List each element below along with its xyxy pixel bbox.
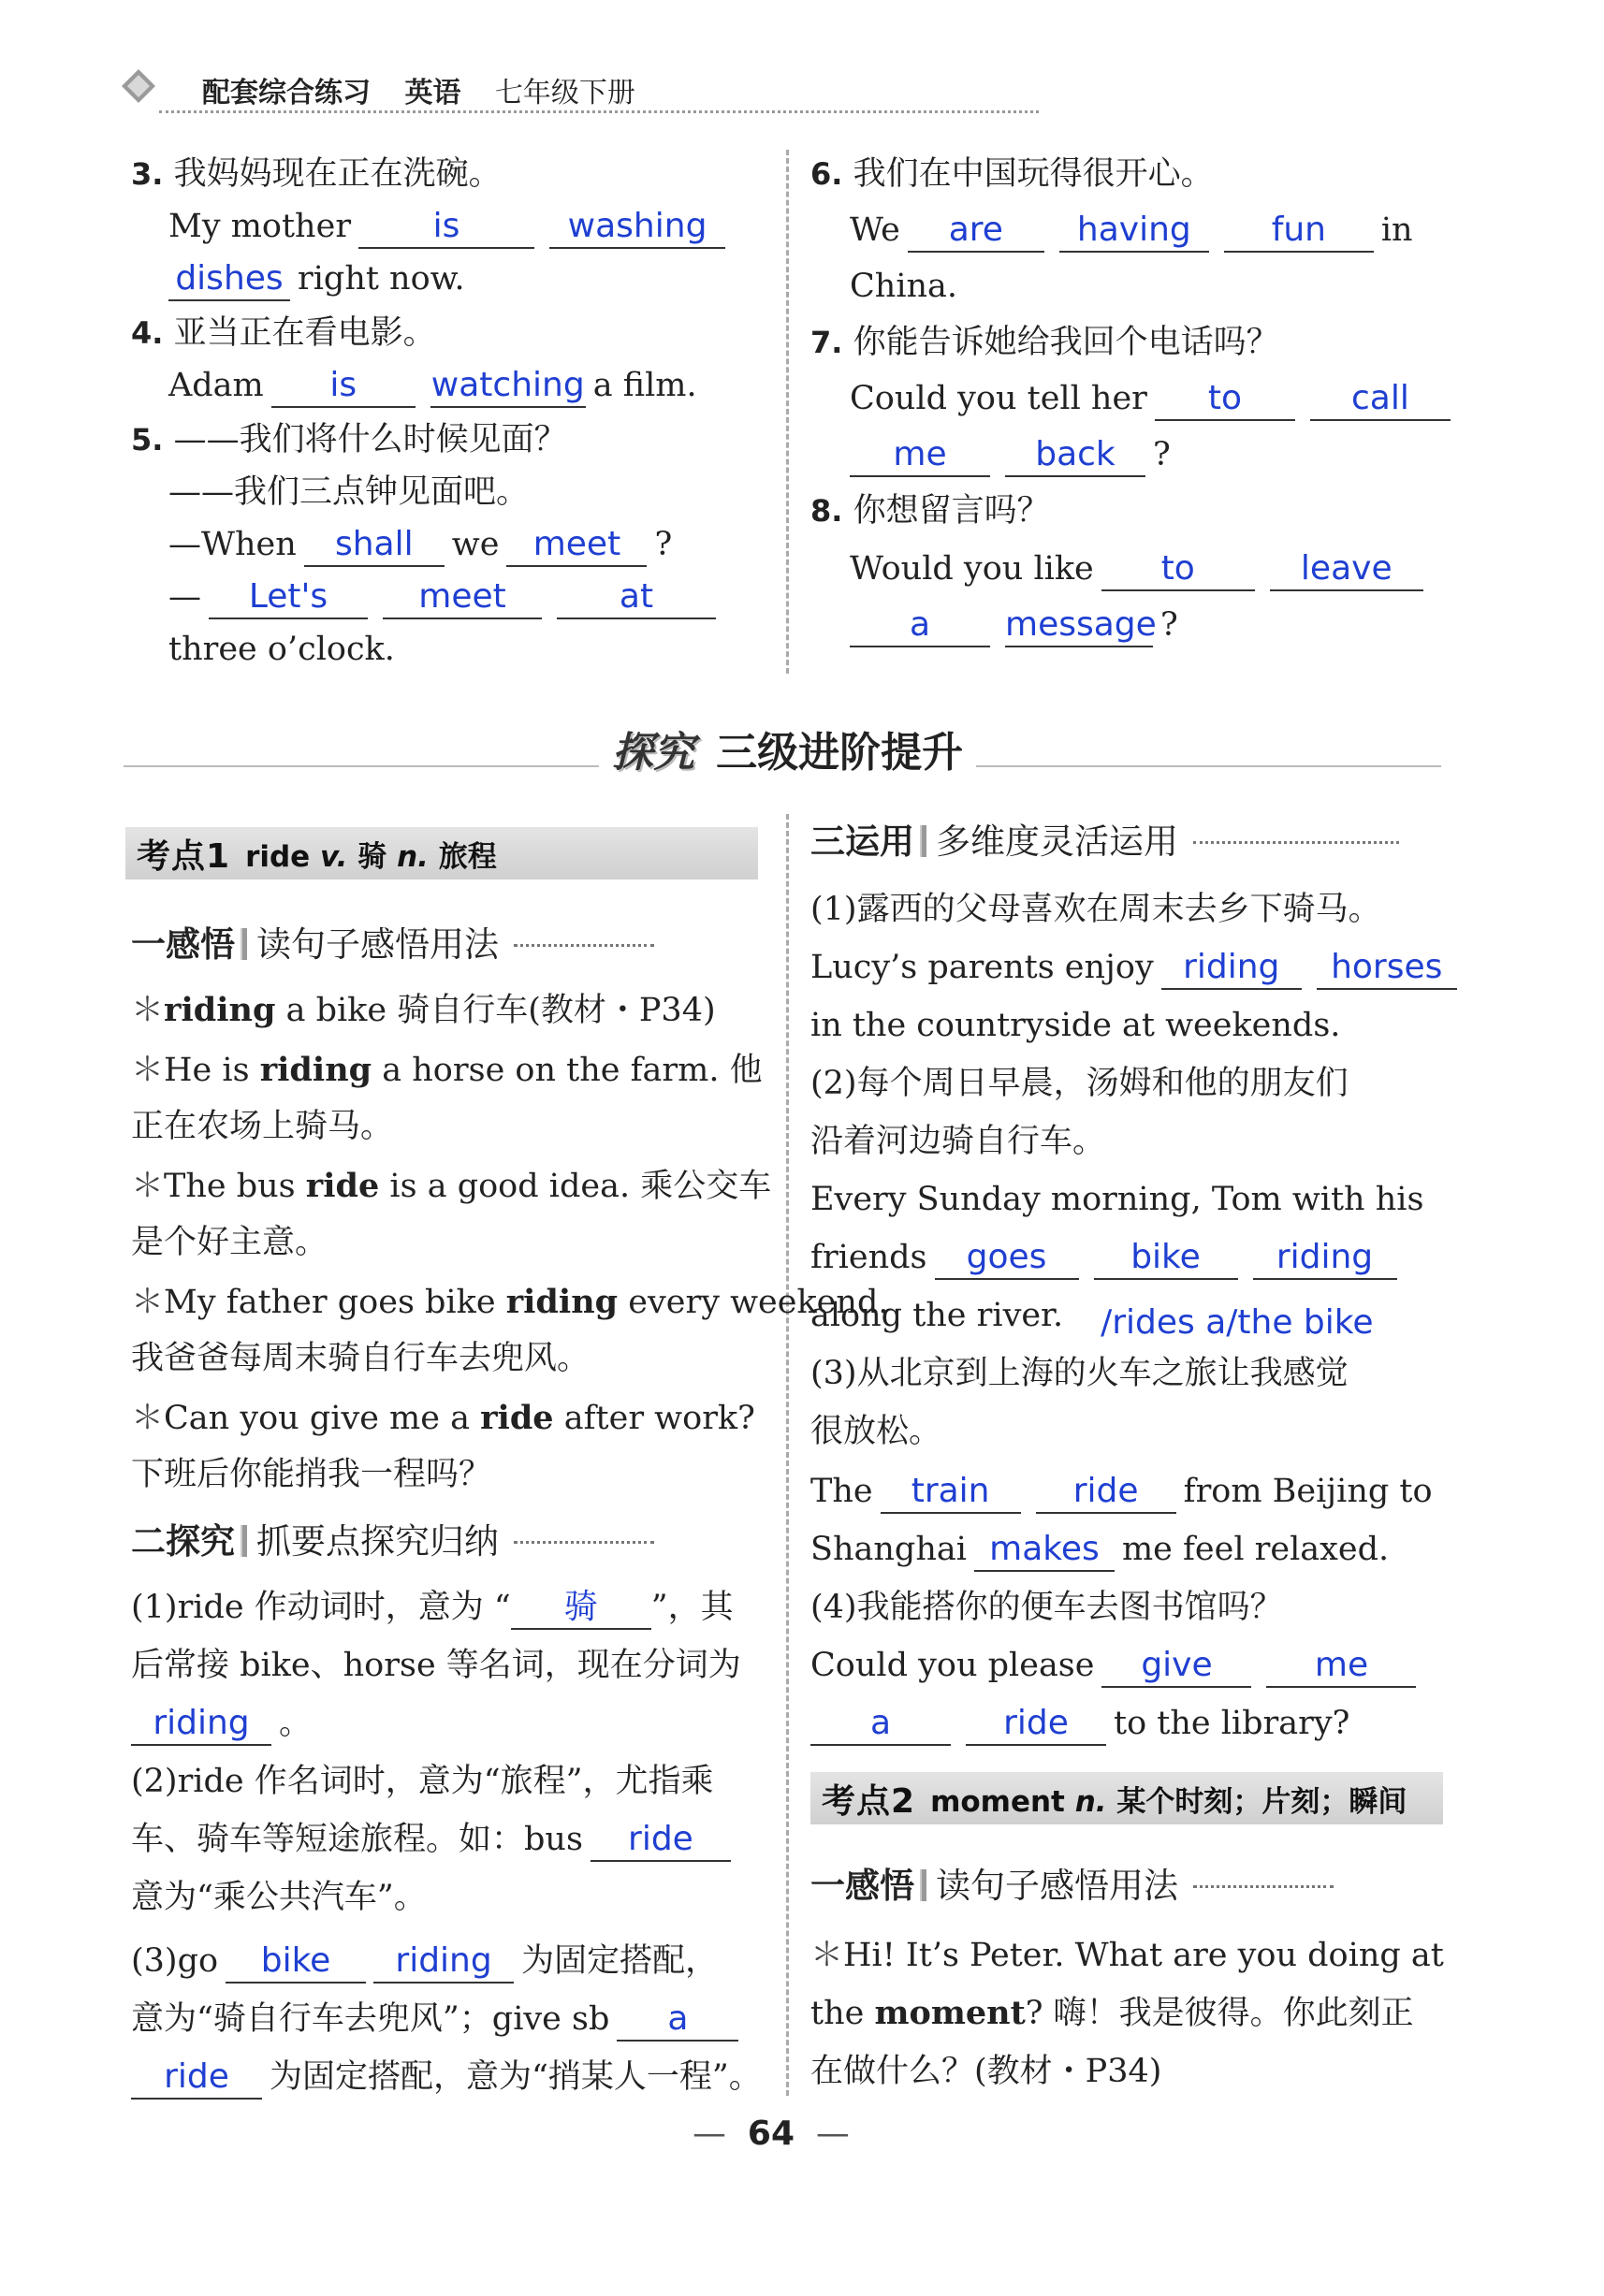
yy-s2-en: Every Sunday morning, Tom with his	[810, 1181, 1424, 1218]
yy-s2-en-cont2: along the river. /rides a/the bike	[810, 1297, 1374, 1342]
yy-s3-blank-3[interactable]: makes	[974, 1529, 1115, 1572]
kd1-point-2-cont2: 意为“乘公共汽车”。	[131, 1879, 427, 1916]
kd1-example-4-cont: 我爸爸每周末骑自行车去兜风。	[131, 1340, 591, 1377]
yy-s2-cn: (2)每个周日早晨，汤姆和他的朋友们	[810, 1065, 1349, 1102]
kd1-point-1-cont: 后常接 bike、horse 等名词，现在分词为	[131, 1647, 741, 1684]
kaodian-1-desc: ride v. 骑 n. 旅程	[245, 839, 497, 874]
kd1-example-5: ＊Can you give me a ride after work?	[131, 1399, 755, 1437]
yy-s4-blank-1[interactable]: give	[1101, 1645, 1251, 1688]
header-grade: 七年级下册	[494, 77, 635, 109]
q8-blank-2[interactable]: leave	[1270, 548, 1423, 591]
column-divider-lower	[786, 814, 789, 2096]
yy-s1-en: Lucy’s parents enjoy riding horses	[810, 945, 1465, 990]
kd1-p3-blank-2[interactable]: riding	[373, 1940, 514, 1984]
kd1-example-1: ＊riding a bike 骑自行车(教材・P34)	[131, 991, 716, 1029]
kd1-p3-blank-4[interactable]: ride	[131, 2056, 262, 2100]
kd1-ganwu-heading: 一感悟 读句子感悟用法	[131, 923, 654, 968]
kd1-point-1-cont2: riding 。	[131, 1701, 312, 1746]
kd2-example-1-cont: the moment? 嗨！我是彼得。你此刻正	[810, 1994, 1414, 2032]
yy-s1-en-cont: in the countryside at weekends.	[810, 1007, 1341, 1044]
section-title-main: 三级进阶提升	[716, 729, 964, 777]
kd1-example-2: ＊He is riding a horse on the farm. 他	[131, 1051, 763, 1089]
q3-blank-3[interactable]: dishes	[168, 258, 290, 301]
yy-s3-cn: (3)从北京到上海的火车之旅让我感觉	[810, 1355, 1349, 1392]
kd1-p1-blank-2[interactable]: riding	[131, 1703, 271, 1746]
q6-prompt: 6. 我们在中国玩得很开心。	[810, 155, 1214, 193]
kd1-example-3: ＊The bus ride is a good idea. 乘公交车	[131, 1167, 772, 1205]
yunyong-heading: 三运用 多维度灵活运用	[810, 820, 1399, 865]
header-diamond-icon	[120, 67, 157, 105]
q7-sentence-cont: me back ?	[850, 432, 1171, 477]
kd1-point-3-cont: 意为“骑自行车去兜风”；give sb a	[131, 1997, 746, 2042]
yy-s2-alt-answer: /rides a/the bike	[1101, 1303, 1374, 1342]
q8-prompt: 8. 你想留言吗？	[810, 492, 1050, 530]
yy-s3-blank-1[interactable]: train	[881, 1471, 1021, 1514]
q5-prompt: 5. ——我们将什么时候见面？	[131, 421, 567, 458]
q6-blank-3[interactable]: fun	[1224, 210, 1374, 253]
kd2-example-1-cont2: 在做什么？(教材・P34)	[810, 2053, 1162, 2090]
q7-sentence: Could you tell her to call	[850, 376, 1458, 421]
q8-sentence: Would you like to leave	[850, 546, 1431, 591]
yy-s3-en-cont: Shanghai makes me feel relaxed.	[810, 1527, 1389, 1572]
yy-s2-cn-cont: 沿着河边骑自行车。	[810, 1123, 1106, 1160]
kd2-ganwu-heading: 一感悟 读句子感悟用法	[810, 1864, 1334, 1910]
q5-blank-3[interactable]: Let's	[209, 576, 368, 619]
yy-s2-blank-2[interactable]: bike	[1094, 1237, 1238, 1280]
yy-s2-blank-1[interactable]: goes	[935, 1237, 1079, 1280]
kaodian-1-tag: 考点1	[137, 836, 231, 876]
q8-blank-1[interactable]: to	[1101, 548, 1255, 591]
kaodian-1-banner	[125, 827, 758, 879]
kd1-point-3: (3)go bike riding 为固定搭配，	[131, 1939, 718, 1984]
kd2-example-1: ＊Hi! It’s Peter. What are you doing at	[810, 1937, 1444, 1974]
kd1-example-3-cont: 是个好主意。	[131, 1224, 328, 1261]
q8-sentence-cont: a message ?	[850, 603, 1178, 647]
q7-blank-2[interactable]: call	[1310, 378, 1451, 421]
header-subject: 英语	[404, 77, 461, 109]
yy-s4-en: Could you please give me	[810, 1643, 1423, 1688]
q3-blank-1[interactable]: is	[358, 206, 534, 249]
q3-prompt: 3. 我妈妈现在正在洗碗。	[131, 155, 502, 193]
q7-blank-3[interactable]: me	[850, 434, 990, 477]
q3-blank-2[interactable]: washing	[549, 206, 725, 249]
yy-s1-cn: (1)露西的父母喜欢在周末去乡下骑马。	[810, 891, 1381, 928]
q8-blank-3[interactable]: a	[850, 604, 990, 647]
q6-sentence: We are having fun in	[850, 208, 1413, 253]
q4-sentence: Adam is watching a film.	[168, 363, 697, 408]
q4-blank-1[interactable]: is	[271, 365, 416, 408]
yy-s2-en-cont: friends goes bike riding	[810, 1235, 1405, 1280]
q5-sentence-1: —When shall we meet ?	[168, 522, 672, 567]
kd1-p3-blank-3[interactable]: a	[617, 1998, 738, 2042]
yy-s3-cn-cont: 很放松。	[810, 1413, 942, 1450]
section-title-tanjiu: 探究	[612, 729, 694, 777]
kd1-point-1: (1)ride 作动词时，意为 “ 骑 ”，其	[131, 1585, 734, 1630]
q8-blank-4[interactable]: message	[1005, 604, 1153, 647]
kd1-p2-blank-1[interactable]: ride	[591, 1819, 731, 1862]
yy-s4-en-cont: a ride to the library?	[810, 1701, 1349, 1746]
kaodian-2-tag: 考点2	[822, 1781, 916, 1821]
q5-blank-5[interactable]: at	[557, 576, 716, 619]
q5-prompt-2: ——我们三点钟见面吧。	[168, 473, 530, 511]
q3-sentence: My mother is washing	[168, 204, 733, 249]
kd1-example-4: ＊My father goes bike riding every weekend.	[131, 1283, 889, 1321]
q4-prompt: 4. 亚当正在看电影。	[131, 314, 436, 352]
q5-sentence-3: three o’clock.	[168, 631, 395, 668]
q6-blank-2[interactable]: having	[1059, 210, 1209, 253]
yy-s4-blank-3[interactable]: a	[810, 1703, 951, 1746]
q5-blank-4[interactable]: meet	[383, 576, 542, 619]
yy-s1-blank-2[interactable]: horses	[1317, 947, 1457, 990]
q7-blank-1[interactable]: to	[1155, 378, 1295, 421]
kd1-point-2-cont: 车、骑车等短途旅程。如：bus ride	[131, 1817, 738, 1862]
q7-prompt: 7. 你能告诉她给我回个电话吗？	[810, 324, 1279, 361]
kaodian-2-desc: moment n. 某个时刻；片刻；瞬间	[930, 1784, 1407, 1819]
q5-sentence-2: — Let's meet at	[168, 574, 723, 619]
yy-s4-blank-2[interactable]: me	[1266, 1645, 1416, 1688]
kd1-tanjiu-heading: 二探究 抓要点探究归纳	[131, 1519, 654, 1565]
yy-s4-cn: (4)我能搭你的便车去图书馆吗？	[810, 1589, 1283, 1626]
header	[202, 69, 635, 110]
column-divider	[786, 150, 789, 674]
kd1-point-3-cont2: ride 为固定搭配，意为“捎某人一程”。	[131, 2055, 762, 2100]
kd1-p3-blank-1[interactable]: bike	[226, 1940, 366, 1984]
yy-s4-blank-4[interactable]: ride	[966, 1703, 1106, 1746]
header-rule	[159, 110, 1039, 113]
kd1-example-5-cont: 下班后你能捎我一程吗？	[131, 1456, 492, 1493]
yy-s3-en: The train ride from Beijing to	[810, 1469, 1433, 1514]
kd1-point-2: (2)ride 作名词时，意为“旅程”，尤指乘	[131, 1763, 714, 1800]
q4-blank-2[interactable]: watching	[430, 365, 586, 408]
kd1-example-2-cont: 正在农场上骑马。	[131, 1108, 394, 1145]
q6-blank-1[interactable]: are	[908, 210, 1044, 253]
q5-blank-1[interactable]: shall	[304, 524, 445, 567]
kaodian-2-banner	[810, 1772, 1443, 1824]
kd1-p1-blank-1[interactable]: 骑	[511, 1587, 651, 1630]
yy-s3-blank-2[interactable]: ride	[1036, 1471, 1176, 1514]
section-title	[599, 719, 976, 778]
yy-s2-blank-3[interactable]: riding	[1253, 1237, 1397, 1280]
page-number: — 64 —	[693, 2114, 850, 2153]
q5-blank-2[interactable]: meet	[506, 524, 647, 567]
q7-blank-4[interactable]: back	[1005, 434, 1145, 477]
yy-s1-blank-1[interactable]: riding	[1161, 947, 1302, 990]
header-book: 配套综合练习	[202, 77, 371, 109]
q6-sentence-cont: China.	[850, 268, 958, 305]
q3-sentence-cont: dishes right now.	[168, 256, 465, 301]
